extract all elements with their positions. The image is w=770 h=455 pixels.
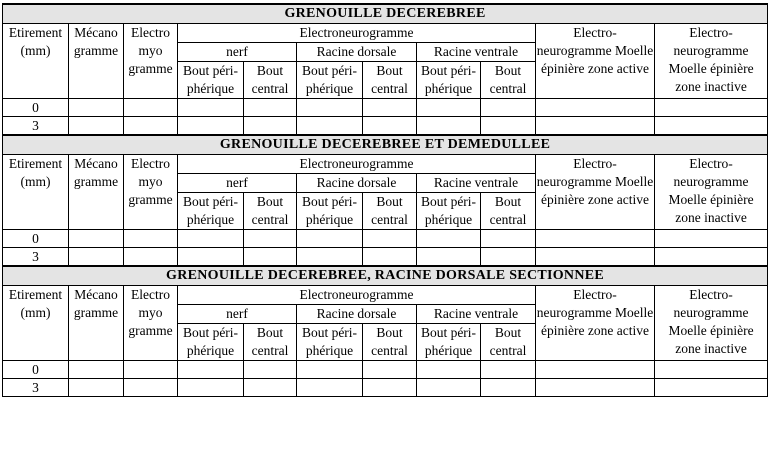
empty-cell[interactable] (417, 230, 481, 248)
experiment-table-sheet (2, 3, 767, 397)
empty-cell[interactable] (69, 379, 124, 397)
header-electromyogramme: Electro myo gramme (124, 24, 178, 99)
empty-cell[interactable] (244, 99, 297, 117)
empty-cell[interactable] (655, 99, 768, 117)
empty-cell[interactable] (69, 117, 124, 136)
header-electromyogramme: Electro myo gramme (124, 155, 178, 230)
header-etirement: Etirement (mm) (3, 286, 69, 361)
header-electroneurogramme: Electroneurogramme (178, 155, 536, 174)
section-title: GRENOUILLE DECEREBREE ET DEMEDULLEE (3, 135, 768, 155)
empty-cell[interactable] (69, 99, 124, 117)
section-title: GRENOUILLE DECEREBREE (3, 4, 768, 24)
empty-cell[interactable] (124, 361, 178, 379)
etirement-value: 3 (3, 379, 69, 397)
header-nerf: nerf (178, 43, 297, 62)
header-mecanogramme: Mécano gramme (69, 155, 124, 230)
data-row (3, 379, 768, 397)
data-row (3, 99, 768, 117)
header-ventrale-bout-central: Bout central (481, 324, 536, 361)
empty-cell[interactable] (178, 117, 244, 136)
etirement-value: 0 (3, 99, 69, 117)
empty-cell[interactable] (69, 361, 124, 379)
empty-cell[interactable] (417, 379, 481, 397)
header-ventrale-bout-central: Bout central (481, 193, 536, 230)
empty-cell[interactable] (124, 379, 178, 397)
empty-cell[interactable] (244, 117, 297, 136)
empty-cell[interactable] (655, 379, 768, 397)
header-dorsale-bout-peripherique: Bout péri-phérique (297, 193, 363, 230)
header-racine-dorsale: Racine dorsale (297, 174, 417, 193)
header-nerf-bout-central: Bout central (244, 62, 297, 99)
header-dorsale-bout-central: Bout central (363, 62, 417, 99)
header-eng-moelle-active: Electro-neurogramme Moelle épinière zone active (536, 24, 655, 99)
empty-cell[interactable] (655, 361, 768, 379)
header-nerf-bout-peripherique: Bout péri-phérique (178, 193, 244, 230)
empty-cell[interactable] (481, 379, 536, 397)
header-nerf-bout-central: Bout central (244, 193, 297, 230)
empty-cell[interactable] (481, 361, 536, 379)
data-row (3, 361, 768, 379)
empty-cell[interactable] (297, 248, 363, 267)
empty-cell[interactable] (363, 230, 417, 248)
header-eng-moelle-active: Electro-neurogramme Moelle épinière zone active (536, 155, 655, 230)
empty-cell[interactable] (536, 248, 655, 267)
empty-cell[interactable] (417, 361, 481, 379)
empty-cell[interactable] (363, 99, 417, 117)
empty-cell[interactable] (655, 230, 768, 248)
section-title-row (3, 266, 768, 286)
empty-cell[interactable] (244, 379, 297, 397)
header-racine-ventrale: Racine ventrale (417, 174, 536, 193)
header-racine-dorsale: Racine dorsale (297, 305, 417, 324)
header-electromyogramme: Electro myo gramme (124, 286, 178, 361)
empty-cell[interactable] (124, 230, 178, 248)
etirement-value: 0 (3, 361, 69, 379)
section-title-row (3, 135, 768, 155)
data-row (3, 230, 768, 248)
header-eng-moelle-inactive: Electro-neurogramme Moelle épinière zone inactive (655, 155, 768, 230)
empty-cell[interactable] (536, 117, 655, 136)
header-row-1 (3, 24, 768, 43)
header-dorsale-bout-peripherique: Bout péri-phérique (297, 62, 363, 99)
header-electroneurogramme: Electroneurogramme (178, 24, 536, 43)
experiment-table (2, 3, 768, 397)
empty-cell[interactable] (244, 248, 297, 267)
header-racine-dorsale: Racine dorsale (297, 43, 417, 62)
header-racine-ventrale: Racine ventrale (417, 43, 536, 62)
empty-cell[interactable] (536, 230, 655, 248)
empty-cell[interactable] (178, 248, 244, 267)
section-title-row (3, 4, 768, 24)
header-nerf-bout-peripherique: Bout péri-phérique (178, 324, 244, 361)
header-eng-moelle-active: Electro-neurogramme Moelle épinière zone active (536, 286, 655, 361)
header-ventrale-bout-peripherique: Bout péri-phérique (417, 62, 481, 99)
empty-cell[interactable] (124, 117, 178, 136)
header-electroneurogramme: Electroneurogramme (178, 286, 536, 305)
empty-cell[interactable] (244, 361, 297, 379)
section-title: GRENOUILLE DECEREBREE, RACINE DORSALE SECTIONNEE (3, 266, 768, 286)
empty-cell[interactable] (124, 248, 178, 267)
header-etirement: Etirement (mm) (3, 155, 69, 230)
header-eng-moelle-inactive: Electro-neurogramme Moelle épinière zone inactive (655, 286, 768, 361)
etirement-value: 0 (3, 230, 69, 248)
header-ventrale-bout-central: Bout central (481, 62, 536, 99)
empty-cell[interactable] (481, 99, 536, 117)
empty-cell[interactable] (363, 248, 417, 267)
empty-cell[interactable] (481, 230, 536, 248)
header-eng-moelle-inactive: Electro-neurogramme Moelle épinière zone inactive (655, 24, 768, 99)
header-nerf: nerf (178, 174, 297, 193)
empty-cell[interactable] (536, 361, 655, 379)
empty-cell[interactable] (363, 379, 417, 397)
empty-cell[interactable] (481, 248, 536, 267)
empty-cell[interactable] (69, 230, 124, 248)
header-nerf: nerf (178, 305, 297, 324)
etirement-value: 3 (3, 248, 69, 267)
empty-cell[interactable] (178, 379, 244, 397)
header-ventrale-bout-peripherique: Bout péri-phérique (417, 193, 481, 230)
header-dorsale-bout-central: Bout central (363, 193, 417, 230)
data-row (3, 117, 768, 136)
empty-cell[interactable] (297, 230, 363, 248)
empty-cell[interactable] (417, 117, 481, 136)
empty-cell[interactable] (417, 99, 481, 117)
empty-cell[interactable] (244, 230, 297, 248)
empty-cell[interactable] (363, 361, 417, 379)
header-nerf-bout-central: Bout central (244, 324, 297, 361)
header-mecanogramme: Mécano gramme (69, 24, 124, 99)
header-dorsale-bout-central: Bout central (363, 324, 417, 361)
etirement-value: 3 (3, 117, 69, 136)
empty-cell[interactable] (297, 379, 363, 397)
empty-cell[interactable] (178, 361, 244, 379)
empty-cell[interactable] (417, 248, 481, 267)
empty-cell[interactable] (655, 117, 768, 136)
empty-cell[interactable] (178, 99, 244, 117)
header-row-1 (3, 155, 768, 174)
empty-cell[interactable] (536, 379, 655, 397)
empty-cell[interactable] (297, 99, 363, 117)
header-racine-ventrale: Racine ventrale (417, 305, 536, 324)
empty-cell[interactable] (536, 99, 655, 117)
header-mecanogramme: Mécano gramme (69, 286, 124, 361)
empty-cell[interactable] (363, 117, 417, 136)
header-dorsale-bout-peripherique: Bout péri-phérique (297, 324, 363, 361)
header-row-1 (3, 286, 768, 305)
empty-cell[interactable] (481, 117, 536, 136)
data-row (3, 248, 768, 267)
empty-cell[interactable] (297, 361, 363, 379)
empty-cell[interactable] (178, 230, 244, 248)
empty-cell[interactable] (655, 248, 768, 267)
header-ventrale-bout-peripherique: Bout péri-phérique (417, 324, 481, 361)
header-nerf-bout-peripherique: Bout péri-phérique (178, 62, 244, 99)
empty-cell[interactable] (69, 248, 124, 267)
header-etirement: Etirement (mm) (3, 24, 69, 99)
empty-cell[interactable] (124, 99, 178, 117)
empty-cell[interactable] (297, 117, 363, 136)
